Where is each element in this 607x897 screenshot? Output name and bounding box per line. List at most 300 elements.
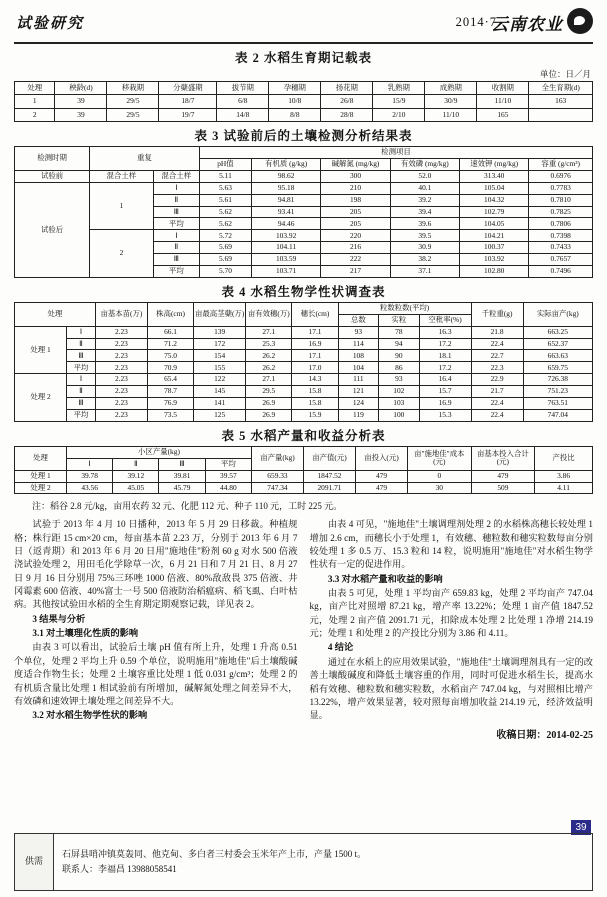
cell: 22.4 [471, 409, 523, 421]
cell: 78.7 [147, 386, 193, 398]
section-heading-3-3: 3.3 对水稻产量和收益的影响 [327, 573, 443, 584]
cell: 125 [194, 409, 246, 421]
cell: 205 [321, 218, 390, 230]
cell: 124 [338, 398, 378, 410]
cell: 39.57 [205, 470, 251, 482]
cell: 22.7 [471, 350, 523, 362]
th: 乳熟期 [373, 82, 425, 95]
table2-title: 表 2 水稻生育期记载表 [234, 51, 372, 65]
table-row [15, 398, 593, 410]
cell: Ⅲ [153, 254, 199, 266]
cell: 103.59 [251, 254, 320, 266]
cell: 试验前 [15, 170, 90, 182]
th: 产投比 [535, 446, 593, 470]
cell: 5.69 [199, 254, 251, 266]
cell: 104.21 [460, 230, 529, 242]
cell: 26/8 [321, 95, 373, 108]
cell: 平均 [153, 218, 199, 230]
ad-line-1: 石屏县哨冲镇莫轰同、他克甸、多白者三村委会玉米年产上市，产量 1500 t。 [62, 848, 367, 859]
table4-title: 表 4 水稻生物学性状调查表 [221, 284, 386, 299]
issue-date: 2014·7 [455, 15, 497, 29]
cell: 103.92 [251, 230, 320, 242]
cell: 104.05 [460, 218, 529, 230]
table-row [15, 95, 593, 108]
cell: 145 [194, 386, 246, 398]
cell: 70.9 [147, 362, 193, 374]
cell: 94.81 [251, 194, 320, 206]
cell: 处理 1 [15, 470, 67, 482]
th: 亩基本投入合计(元) [471, 446, 535, 470]
th: 有效磷 (mg/kg) [390, 159, 459, 171]
th: 实际亩产(kg) [523, 302, 592, 326]
cell: 0.7398 [529, 230, 593, 242]
cell: 100.37 [460, 242, 529, 254]
th: 千粒重(g) [471, 302, 523, 326]
th: 移栽期 [107, 82, 159, 95]
cell: 39 [55, 108, 107, 121]
th: 收割期 [477, 82, 529, 95]
cell: 220 [321, 230, 390, 242]
cell: 726.38 [523, 374, 592, 386]
cell: 30/9 [425, 95, 477, 108]
cell: 1847.52 [303, 470, 355, 482]
cell: 混合土样 [90, 170, 154, 182]
table-notes: 注：稻谷 2.8 元/kg，亩用农药 32 元、化肥 112 元、种子 110 元，工时 225 元。 [32, 501, 343, 512]
cell: 17.0 [292, 362, 338, 374]
cell: 2/10 [373, 108, 425, 121]
section-heading-3: 3 结果与分析 [32, 613, 86, 624]
section-heading-3-2: 3.2 对水稻生物学性状的影响 [32, 710, 148, 721]
cell: 22.4 [471, 398, 523, 410]
cell: 103.92 [460, 254, 529, 266]
cell: 45.05 [113, 482, 159, 494]
ad-body [54, 843, 592, 882]
th: 亩基本苗(万) [95, 302, 147, 326]
th: 扬花期 [321, 82, 373, 95]
cell: 17.2 [419, 338, 471, 350]
cell: 751.23 [523, 386, 592, 398]
cell: 处理 2 [15, 374, 67, 422]
cell: 0.7657 [529, 254, 593, 266]
cell: 139 [194, 326, 246, 338]
cell: 94.46 [251, 218, 320, 230]
cell: 11/10 [425, 108, 477, 121]
th: 亩产量(kg) [251, 446, 303, 470]
cell: 66.1 [147, 326, 193, 338]
th: 空秕率(%) [419, 314, 471, 326]
cell: 2.23 [95, 398, 147, 410]
th-group: 粒数粒数(平均) [338, 302, 471, 314]
cell: 30.9 [390, 242, 459, 254]
cell: 15.9 [292, 409, 338, 421]
cell: 39.6 [390, 218, 459, 230]
cell: 18/7 [159, 95, 217, 108]
cell: 14/8 [217, 108, 269, 121]
cell: 处理 2 [15, 482, 67, 494]
cell: 659.75 [523, 362, 592, 374]
cell: 0.7810 [529, 194, 593, 206]
cell: 16.4 [419, 374, 471, 386]
cell: 93 [379, 374, 419, 386]
cell: 39.78 [67, 470, 113, 482]
cell: 93 [338, 326, 378, 338]
cell: 78 [379, 326, 419, 338]
cell: 155 [194, 362, 246, 374]
th: 实粒 [379, 314, 419, 326]
cell: Ⅰ [153, 230, 199, 242]
cell: 27.1 [246, 326, 292, 338]
table3-title: 表 3 试验前后的土壤检测分析结果表 [194, 129, 413, 144]
table-soil-analysis [14, 146, 593, 278]
cell: 22.4 [471, 338, 523, 350]
cell: 39 [55, 95, 107, 108]
left-column [14, 518, 298, 743]
th: 亩产值(元) [303, 446, 355, 470]
paragraph: 由表 4 可见，"施地佳"土壤调理剂处理 2 的水稻株高穗长较处理 1 增加 2.6 cm，而穗长小于处理 1，有效穗、穗粒数和穗实粒数每亩分别较处理 1 多 0.5 万、15.3 粒和 14 粒，说明施用"施地佳"对水稻生物学性状有一定的促进作用。 [309, 519, 593, 570]
th: 处理 [15, 82, 55, 95]
cell: 509 [471, 482, 535, 494]
cell: 75.0 [147, 350, 193, 362]
cell: 71.2 [147, 338, 193, 350]
cell: Ⅲ [67, 350, 96, 362]
cell: 试验后 [15, 182, 90, 277]
th: 穗长(cm) [292, 302, 338, 326]
cell: 172 [194, 338, 246, 350]
cell: 119 [338, 409, 378, 421]
cell: 1 [90, 182, 154, 230]
cell: 6/8 [217, 95, 269, 108]
cell: 663.25 [523, 326, 592, 338]
th: 重复 [90, 147, 200, 171]
cell: 104.11 [251, 242, 320, 254]
th: 亩"施地佳"成本(元) [408, 446, 472, 470]
cell: 15.8 [292, 398, 338, 410]
cell: 2.23 [95, 338, 147, 350]
cell: 86 [379, 362, 419, 374]
ad-label: 供需 [15, 834, 54, 890]
cell: 26.9 [246, 409, 292, 421]
th: 拔节期 [217, 82, 269, 95]
table-row [15, 386, 593, 398]
table-biological-traits [14, 302, 593, 422]
cell: 479 [471, 470, 535, 482]
cell: 10/8 [269, 95, 321, 108]
cell: 141 [194, 398, 246, 410]
table2-unit: 单位：日／月 [539, 69, 591, 79]
th: 处理 [15, 446, 67, 470]
page-header [14, 6, 593, 44]
cell: 163 [529, 95, 593, 108]
cell: 29.5 [246, 386, 292, 398]
cell: 37.1 [390, 266, 459, 278]
th: 平均 [205, 458, 251, 470]
cell: 0.7825 [529, 206, 593, 218]
classified-ad [14, 833, 593, 891]
cell: 121 [338, 386, 378, 398]
cell: 26.2 [246, 362, 292, 374]
paragraph: 试验于 2013 年 4 月 10 日播种，2013 年 5 月 29 日移裁。种植规格；株行距 15 cm×20 cm，每亩基本苗 2.23 万，分别于 2013 年 6 月 7 日（返青期）和 2013 年 6 月 20 日用"施地佳"粉剂 60 g 对水 500 倍液浇试验处理 2，用田毛化学除草一次，6 月 21 日和 7 月 21 日、8 月 27 日 9 月 16 日分别用 75%三环唑 1000 倍液、80%敌敌畏 375 倍液、井冈霉素 600 倍液、40%富士一号 500 倍液防治稻瘟病、稻飞虱、白叶枯病。其他按试验田水稻的全生育期定期观察记载，详见表 2。 [14, 519, 298, 610]
table-yield-benefit [14, 446, 593, 495]
cell: 663.63 [523, 350, 592, 362]
cell: Ⅱ [153, 242, 199, 254]
cell: 29/5 [107, 108, 159, 121]
table-growth-period [14, 81, 593, 122]
paragraph: 由表 3 可以看出，试验后土壤 pH 值有所上升，处理 1 升高 0.51 个单位，处理 2 平均上升 0.59 个单位，说明施用"施地佳"后土壤酸碱度适合作物生长；处理 2 土壤容重比处理 1 低 0.031 g/cm³；处理 2 的有机质含量比处理 1 相试验前有所增加，碱解氮处理之间差异不大，有效磷和速效钾土壤处理之间差异不大。 [14, 642, 298, 706]
th: 速效钾 (mg/kg) [460, 159, 529, 171]
cell: 16.9 [419, 398, 471, 410]
cell: 25.3 [246, 338, 292, 350]
cell: 5.61 [199, 194, 251, 206]
cell: 216 [321, 242, 390, 254]
cell: 102.80 [460, 266, 529, 278]
cell: 混合土样 [153, 170, 199, 182]
cell: 15/9 [373, 95, 425, 108]
cell: 30 [408, 482, 472, 494]
cell: 747.34 [251, 482, 303, 494]
cell: 313.40 [460, 170, 529, 182]
cell: 2.23 [95, 374, 147, 386]
table-row [15, 350, 593, 362]
cell: 5.11 [199, 170, 251, 182]
th: 亩投入(元) [355, 446, 407, 470]
cell: Ⅱ [67, 386, 96, 398]
cell: 处理 1 [15, 326, 67, 374]
cell: 0.7433 [529, 242, 593, 254]
cell: 103.71 [251, 266, 320, 278]
th: 孕穗期 [269, 82, 321, 95]
cell: 15.3 [419, 409, 471, 421]
table-row [15, 326, 593, 338]
cell: 104 [338, 362, 378, 374]
cell: 44.80 [205, 482, 251, 494]
cell: 0.6976 [529, 170, 593, 182]
cell: 104.32 [460, 194, 529, 206]
cell: 3.86 [535, 470, 593, 482]
cell: Ⅰ [153, 182, 199, 194]
cell: 39.5 [390, 230, 459, 242]
section-heading-3-1: 3.1 对土壤理化性质的影响 [32, 628, 139, 639]
th: 株高(cm) [147, 302, 193, 326]
th: 有机质 (g/kg) [251, 159, 320, 171]
cell: 39.4 [390, 206, 459, 218]
table-row [15, 409, 593, 421]
cell: 479 [355, 482, 407, 494]
table-row [15, 108, 593, 121]
cell: 108 [338, 350, 378, 362]
cell: 300 [321, 170, 390, 182]
cell: 28/8 [321, 108, 373, 121]
cell: 154 [194, 350, 246, 362]
cell: 15.8 [292, 386, 338, 398]
cell: 26.9 [246, 398, 292, 410]
th-group: 检测项目 [199, 147, 592, 159]
th: 分蘖盛期 [159, 82, 217, 95]
cell: 27.1 [246, 374, 292, 386]
cell: 平均 [67, 362, 96, 374]
section-label: 试验研究 [16, 16, 85, 32]
cell: 659.33 [251, 470, 303, 482]
cell: 76.9 [147, 398, 193, 410]
table2-header-row [15, 82, 593, 95]
cell: 65.4 [147, 374, 193, 386]
th: 检测时期 [15, 147, 90, 171]
table-row [15, 230, 593, 242]
cell: 0 [408, 470, 472, 482]
cell: 26.2 [246, 350, 292, 362]
cell: 0.7783 [529, 182, 593, 194]
paragraph: 由表 5 可见，处理 1 平均亩产 659.83 kg，处理 2 平均亩产 747.04 kg，亩产比对照增 87.21 kg，增产率 13.22%；处理 1 亩产值 1847.52 元，处理 2 亩产值 2091.71 元，扣除成本处理 2 比处理 1 净增 214.19 元；处理 1 和处理 2 的产投比分别为 3.86 和 4.11。 [309, 588, 593, 639]
th: 全生育期(d) [529, 82, 593, 95]
th: pH值 [199, 159, 251, 171]
cell: 18.1 [419, 350, 471, 362]
cell: 5.62 [199, 218, 251, 230]
cell: 5.62 [199, 206, 251, 218]
journal-title: 云南农业 [491, 15, 563, 34]
th: Ⅲ [159, 458, 205, 470]
cell: 8/8 [269, 108, 321, 121]
cell: 2.23 [95, 386, 147, 398]
cell: 105.04 [460, 182, 529, 194]
cell: Ⅰ [67, 326, 96, 338]
cell: 0.7806 [529, 218, 593, 230]
cell: 29/5 [107, 95, 159, 108]
cell: 111 [338, 374, 378, 386]
cell: 14.3 [292, 374, 338, 386]
cell: 2091.71 [303, 482, 355, 494]
cell: 39.81 [159, 470, 205, 482]
cell: 21.7 [471, 386, 523, 398]
th-group: 小区产量(kg) [67, 446, 252, 458]
ad-line-2: 联系人：李福昌 13988058541 [62, 864, 177, 874]
cell: 16.3 [419, 326, 471, 338]
cell: 95.18 [251, 182, 320, 194]
journal-logo-icon [567, 8, 593, 34]
cell: 43.56 [67, 482, 113, 494]
table-row [15, 374, 593, 386]
cell: 210 [321, 182, 390, 194]
cell: 52.0 [390, 170, 459, 182]
cell: 198 [321, 194, 390, 206]
cell: 4.11 [535, 482, 593, 494]
cell: Ⅱ [67, 338, 96, 350]
cell: 98.62 [251, 170, 320, 182]
cell: 16.9 [292, 338, 338, 350]
cell: 100 [379, 409, 419, 421]
cell: 22.9 [471, 374, 523, 386]
table-row [15, 338, 593, 350]
cell: 15.7 [419, 386, 471, 398]
table-row [15, 470, 593, 482]
cell: 38.2 [390, 254, 459, 266]
cell: 45.79 [159, 482, 205, 494]
cell: 21.8 [471, 326, 523, 338]
th: 亩有效穗(万) [246, 302, 292, 326]
cell: 90 [379, 350, 419, 362]
cell: 205 [321, 206, 390, 218]
cell: 652.37 [523, 338, 592, 350]
cell: 平均 [153, 266, 199, 278]
cell: 40.1 [390, 182, 459, 194]
cell: 0.7496 [529, 266, 593, 278]
cell: Ⅰ [67, 374, 96, 386]
cell: 93.41 [251, 206, 320, 218]
cell: 217 [321, 266, 390, 278]
cell: 17.1 [292, 326, 338, 338]
table5-group-row [15, 446, 593, 458]
cell [529, 108, 593, 121]
cell: 222 [321, 254, 390, 266]
th: 成熟期 [425, 82, 477, 95]
cell: 94 [379, 338, 419, 350]
cell: 103 [379, 398, 419, 410]
th: 秧龄(d) [55, 82, 107, 95]
page-number: 39 [571, 820, 591, 835]
received-date: 收稿日期：2014-02-25 [496, 729, 593, 741]
table-row [15, 482, 593, 494]
cell: Ⅲ [67, 398, 96, 410]
cell: 122 [194, 374, 246, 386]
cell: 2.23 [95, 409, 147, 421]
right-column [310, 518, 594, 743]
section-heading-4: 4 结论 [327, 642, 354, 653]
cell: 5.69 [199, 242, 251, 254]
cell: 747.04 [523, 409, 592, 421]
cell: 17.1 [292, 350, 338, 362]
cell: 2.23 [95, 350, 147, 362]
cell: 2 [15, 108, 55, 121]
cell: 2 [90, 230, 154, 278]
cell: 479 [355, 470, 407, 482]
cell: 5.63 [199, 182, 251, 194]
table5-title: 表 5 水稻产量和收益分析表 [221, 428, 386, 443]
table-row [15, 170, 593, 182]
cell: 165 [477, 108, 529, 121]
cell: 763.51 [523, 398, 592, 410]
article-body [14, 518, 593, 743]
cell: 39.12 [113, 470, 159, 482]
th: 碱解氮 (mg/kg) [321, 159, 390, 171]
th: 处理 [15, 302, 96, 326]
cell: 22.3 [471, 362, 523, 374]
cell: 平均 [67, 409, 96, 421]
cell: 102 [379, 386, 419, 398]
cell: 2.23 [95, 362, 147, 374]
th: 亩最高茎蘖(万) [194, 302, 246, 326]
th: 总数 [338, 314, 378, 326]
table-row [15, 182, 593, 194]
th: Ⅱ [113, 458, 159, 470]
th: 容重 (g/cm³) [529, 159, 593, 171]
cell: 11/10 [477, 95, 529, 108]
cell: 17.2 [419, 362, 471, 374]
cell: 1 [15, 95, 55, 108]
cell: 19/7 [159, 108, 217, 121]
th: Ⅰ [67, 458, 113, 470]
paragraph: 通过在水稻上的应用效果试验，"施地佳"土壤调理剂具有一定的改善土壤酸碱度和降低土壤容重的作用，同时可促进水稻生长，提高水稻有效穗、穗粒数和穗实粒数，水稻亩产 747.04 kg，与对照相比增产 13.22%，增产效果显著，较对照每亩增加收益 214.19 元，经济效益明显。 [309, 656, 593, 721]
cell: Ⅱ [153, 194, 199, 206]
cell: 5.70 [199, 266, 251, 278]
cell: 73.5 [147, 409, 193, 421]
cell: 39.2 [390, 194, 459, 206]
cell: 114 [338, 338, 378, 350]
table3-group-row [15, 147, 593, 159]
cell: 102.79 [460, 206, 529, 218]
cell: Ⅲ [153, 206, 199, 218]
table-row [15, 362, 593, 374]
cell: 5.72 [199, 230, 251, 242]
table4-group-row [15, 302, 593, 314]
cell: 2.23 [95, 326, 147, 338]
